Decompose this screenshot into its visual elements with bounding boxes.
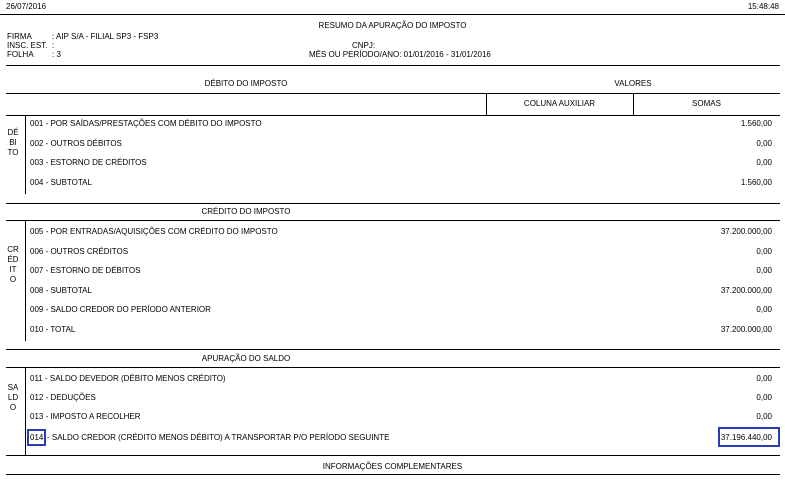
debito-row-label: 004 - SUBTOTAL — [30, 178, 92, 187]
saldo-last-code: 014 — [30, 433, 44, 442]
credito-row-label: 008 - SUBTOTAL — [30, 286, 92, 295]
credito-row-label: 009 - SALDO CREDOR DO PERÍODO ANTERIOR — [30, 305, 211, 314]
credito-row-label: 006 - OUTROS CRÉDITOS — [30, 247, 129, 256]
value-highlight-box — [718, 427, 780, 447]
folha-label: FOLHA — [7, 50, 34, 59]
debito-row-label: 001 - POR SAÍDAS/PRESTAÇÕES COM DÉBITO DO IMPOSTO — [30, 119, 262, 128]
somas-heading: SOMAS — [692, 99, 721, 108]
valores-heading: VALORES — [614, 79, 652, 88]
credito-row-value: 37.200.000,00 — [720, 325, 772, 334]
coluna-auxiliar-heading: COLUNA AUXILIAR — [523, 99, 596, 108]
print-date: 26/07/2016 — [6, 2, 47, 11]
debito-row-value: 1.560,00 — [740, 119, 772, 128]
credito-row-value: 37.200.000,00 — [720, 227, 772, 236]
saldo-head-rule — [6, 367, 780, 368]
credito-row-value: 0,00 — [756, 266, 772, 275]
print-time: 15:48:48 — [747, 2, 779, 11]
table-subhead-rule — [6, 115, 780, 116]
saldo-last-value: 37.196.440,00 — [720, 433, 772, 442]
saldo-row-value: 0,00 — [756, 393, 772, 402]
code-highlight-box — [27, 429, 46, 446]
table-head-rule — [6, 93, 780, 94]
saldo-bottom-rule — [6, 455, 780, 456]
cnpj-label: CNPJ: — [352, 41, 376, 50]
saldo-row-value: 0,00 — [756, 412, 772, 421]
saldo-row-label: 011 - SALDO DEVEDOR (DÉBITO MENOS CRÉDITO) — [30, 374, 226, 383]
folha-value: : 3 — [52, 50, 61, 59]
periodo: MÊS OU PERÍODO/ANO: 01/01/2016 - 31/01/2016 — [309, 50, 491, 59]
debito-row-value: 1.560,00 — [740, 178, 772, 187]
debito-side-rule — [25, 115, 26, 194]
insc-est-value: : — [52, 41, 55, 50]
credito-row-label: 010 - TOTAL — [30, 325, 76, 334]
saldo-top-rule — [6, 349, 780, 350]
credito-head-rule — [6, 220, 780, 221]
debito-row-value: 0,00 — [756, 158, 772, 167]
saldo-row-label: 013 - IMPOSTO A RECOLHER — [30, 412, 141, 421]
credito-heading: CRÉDITO DO IMPOSTO — [201, 207, 291, 216]
credito-side-label: CRÉDITO — [7, 245, 19, 284]
credito-row-label: 005 - POR ENTRADAS/AQUISIÇÕES COM CRÉDITO DO IMPOSTO — [30, 227, 278, 236]
saldo-side-label: SALDO — [7, 383, 19, 412]
debito-side-label: DÉBITO — [7, 128, 19, 157]
credito-row-value: 0,00 — [756, 305, 772, 314]
firma-label: FIRMA — [7, 32, 32, 41]
credito-top-rule — [6, 203, 780, 204]
saldo-heading: APURAÇÃO DO SALDO — [201, 354, 291, 363]
debito-heading: DÉBITO DO IMPOSTO — [204, 79, 288, 88]
header-rule — [0, 14, 785, 15]
saldo-last-label: - SALDO CREDOR (CRÉDITO MENOS DÉBITO) A TRANSPORTAR P/O PERÍODO SEGUINTE — [47, 433, 390, 442]
table-top-rule — [6, 65, 780, 66]
credito-row-label: 007 - ESTORNO DE DÉBITOS — [30, 266, 141, 275]
saldo-row-label: 012 - DEDUÇÕES — [30, 393, 96, 402]
document-title: RESUMO DA APURAÇÃO DO IMPOSTO — [318, 21, 467, 30]
saldo-side-rule — [25, 367, 26, 455]
firma-value: : AIP S/A - FILIAL SP3 - FSP3 — [52, 32, 159, 41]
credito-row-value: 0,00 — [756, 247, 772, 256]
saldo-row-value: 0,00 — [756, 374, 772, 383]
info-complementares-heading: INFORMAÇÕES COMPLEMENTARES — [322, 462, 463, 471]
debito-row-label: 002 - OUTROS DÉBITOS — [30, 139, 122, 148]
debito-row-value: 0,00 — [756, 139, 772, 148]
credito-row-value: 37.200.000,00 — [720, 286, 772, 295]
footer-rule — [6, 474, 780, 475]
debito-row-label: 003 - ESTORNO DE CRÉDITOS — [30, 158, 147, 167]
credito-side-rule — [25, 220, 26, 341]
insc-est-label: INSC. EST. — [7, 41, 48, 50]
